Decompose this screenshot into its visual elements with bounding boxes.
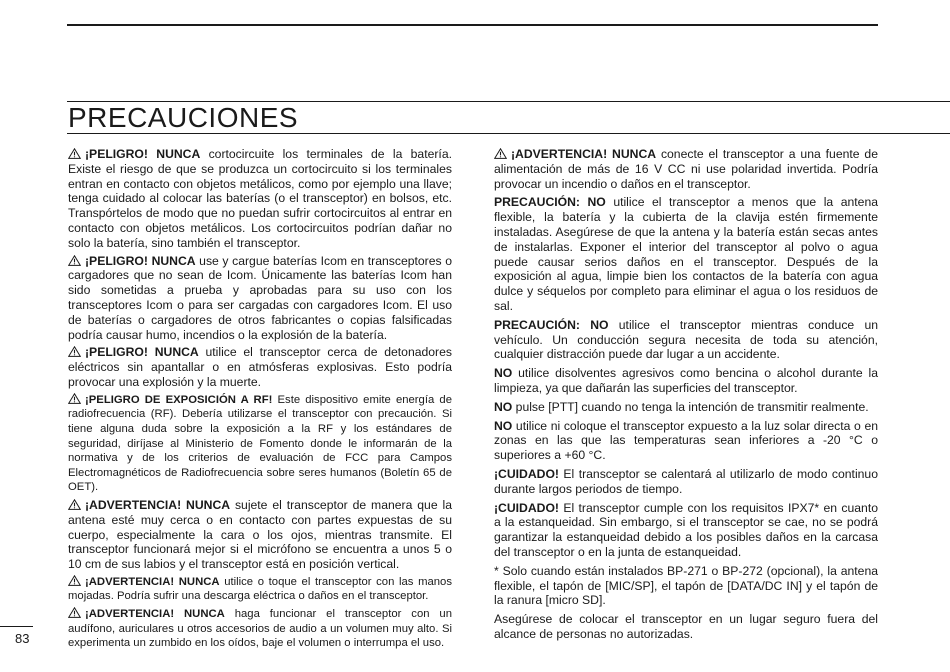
precaution-lead: ¡ADVERTENCIA! NUNCA [85, 575, 220, 588]
warning-icon [68, 148, 81, 159]
precaution-paragraph [68, 498, 452, 572]
precaution-paragraph [68, 575, 452, 604]
precaution-paragraph [494, 400, 878, 415]
precaution-text: utilice o toque el transceptor con las manos mojadas. Podría sufrir una descarga eléctrica o daños en el transceptor. [68, 575, 452, 603]
precaution-paragraph [68, 147, 452, 251]
precaution-text: pulse [PTT] cuando no tenga la intención de transmitir realmente. [512, 399, 869, 414]
precaution-lead: PRECAUCIÓN: NO [494, 195, 606, 210]
warning-icon [68, 393, 81, 404]
precaution-paragraph [494, 318, 878, 362]
precaution-paragraph [68, 254, 452, 343]
precaution-lead: ¡CUIDADO! [494, 466, 559, 481]
precaution-text: cortocircuite los terminales de la batería. Existe el riesgo de que se produzca un cortocircuito si los terminales entran en contacto con objetos metálicos, como por ejemplo una llave; tenga cuidado al colocar las baterías (o el transceptor) en bolsos, etc. Transpórtelos de modo que no puedan sufrir cortocircuitos al entrar en contacto con objetos metálicos. Los cortocircuitos podrían dañar no solo la batería, sino también el transceptor. [68, 147, 452, 250]
warning-icon [68, 575, 81, 586]
precaution-lead: NO [494, 399, 513, 414]
precaution-text: sujete el transceptor de manera que la antena esté muy cerca o en contacto con partes expuestas de su cuerpo, especialmente la cara o los ojos, mientras transmite. El transceptor funcionará mejor si el micrófono se encuentra a unos 5 o 10 cm de sus labios y el transceptor está en posición vertical. [68, 497, 452, 572]
precaution-paragraph [494, 419, 878, 463]
precaution-lead: NO [494, 366, 513, 381]
precaution-paragraph [494, 147, 878, 191]
top-rule [67, 24, 878, 26]
precaution-text: Este dispositivo emite energía de radiofrecuencia (RF). Debería utilizarse el transceptor con precaución. Si tiene alguna duda sobre la exposición a la RF y los estándares de seguridad, diríjase al Ministerio de Fomento donde le informarán de la normativa y de los criterios de evaluación de FCC para Campos Electromagnéticos de Radiofrecuencia sobre seres humanos (Boletín 65 de OET). [68, 393, 452, 494]
precaution-text: use y cargue baterías Icom en transceptores o cargadores que no sean de Icom. Únicamente las baterías Icom han sido sometidas a prueba y aprobadas para su uso con los transceptores Icom o para ser cargadas con cargadores Icom. El uso de baterías o cargadores de otros fabricantes o copias falsificadas podría causar humo, incendios o la explosión de la batería. [68, 253, 452, 342]
warning-icon [68, 255, 81, 266]
precaution-paragraph [68, 393, 452, 495]
precaution-paragraph [68, 607, 452, 651]
warning-icon [68, 346, 81, 357]
precaution-text: utilice disolventes agresivos como bencina o alcohol durante la limpieza, ya que dañarán las superficies del transceptor. [494, 366, 878, 395]
precaution-text: * Solo cuando están instalados BP-271 o BP-272 (opcional), la antena flexible, el tapón de [MIC/SP], el tapón de [DATA/DC IN] y el tapón de la ranura [micro SD]. [494, 563, 878, 608]
precaution-lead: ¡ADVERTENCIA! NUNCA [85, 497, 231, 512]
precaution-paragraph [494, 564, 878, 608]
title-rule-bottom [67, 133, 950, 134]
precaution-paragraph [494, 366, 878, 396]
page-title: PRECAUCIONES [68, 102, 299, 133]
precaution-lead: ¡ADVERTENCIA! NUNCA [85, 608, 225, 621]
precaution-paragraph [494, 612, 878, 642]
precaution-text: utilice el transceptor cerca de detonadores eléctricos sin apantallar o en atmósferas explosivas. Esto podría provocar una explosión y la muerte. [68, 345, 452, 389]
precaution-text: utilice el transceptor a menos que la antena flexible, la batería y la cubierta de la clavija estén firmemente instaladas. Asegúrese de que la antena y la batería están secas antes de instalarlas. Exponer el interior del transceptor al polvo o agua puede causar serios daños en el transceptor. Después de la exposición al agua, limpie bien los contactos de la batería con agua dulce y séquelos por completo para eliminar el agua o los residuos de sal. [494, 195, 878, 313]
precaution-paragraph [68, 345, 452, 389]
precaution-text: utilice el transceptor mientras conduce un vehículo. Un conducción segura necesita de toda su atención, cualquier distracción puede dar lugar a un accidente. [494, 317, 878, 362]
precaution-text: utilice ni coloque el transceptor expuesto a la luz solar directa o en zonas en las que las temperaturas sean inferiores a -20 °C o superiores a +60 °C. [494, 418, 878, 463]
precaution-lead: NO [494, 418, 513, 433]
precaution-paragraph [494, 195, 878, 313]
precaution-text: El transceptor cumple con los requisitos IPX7* en cuanto a la estanqueidad. Sin embargo, si el transceptor se cae, no se podrá garantizar la estanqueidad debido a los posibles daños en la carcasa del transceptor o en la junta de estanqueidad. [494, 500, 878, 559]
warning-icon [68, 607, 81, 618]
warning-icon [68, 499, 81, 510]
right-column [494, 147, 878, 646]
precaution-lead: ¡CUIDADO! [494, 500, 559, 515]
precaution-lead: ¡ADVERTENCIA! NUNCA [511, 147, 657, 161]
page-number: 83 [15, 631, 30, 646]
precaution-text: Asegúrese de colocar el transceptor en un lugar seguro fuera del alcance de personas no autorizadas. [494, 612, 878, 641]
precaution-text: conecte el transceptor a una fuente de alimentación de más de 16 V CC ni use polaridad invertida. Podría provocar un incendio o daños en el transceptor. [494, 147, 878, 191]
precaution-paragraph [494, 467, 878, 497]
left-column [68, 147, 452, 654]
page-number-rule [0, 626, 33, 627]
precaution-lead: ¡PELIGRO! NUNCA [85, 147, 201, 161]
precaution-text: El transceptor se calentará al utilizarlo de modo continuo durante largos periodos de tiempo. [494, 466, 878, 496]
precaution-lead: PRECAUCIÓN: NO [494, 317, 609, 332]
precaution-lead: ¡PELIGRO! NUNCA [85, 345, 199, 360]
precaution-lead: ¡PELIGRO DE EXPOSICIÓN A RF! [85, 393, 273, 406]
precaution-paragraph [494, 501, 878, 560]
precaution-text: haga funcionar el transceptor con un audífono, auriculares u otros accesorios de audio a un volumen muy alto. Si experimenta un zumbido en los oídos, baje el volumen o interrumpa el uso. [68, 608, 452, 650]
precaution-lead: ¡PELIGRO! NUNCA [85, 253, 196, 268]
warning-icon [494, 148, 507, 159]
